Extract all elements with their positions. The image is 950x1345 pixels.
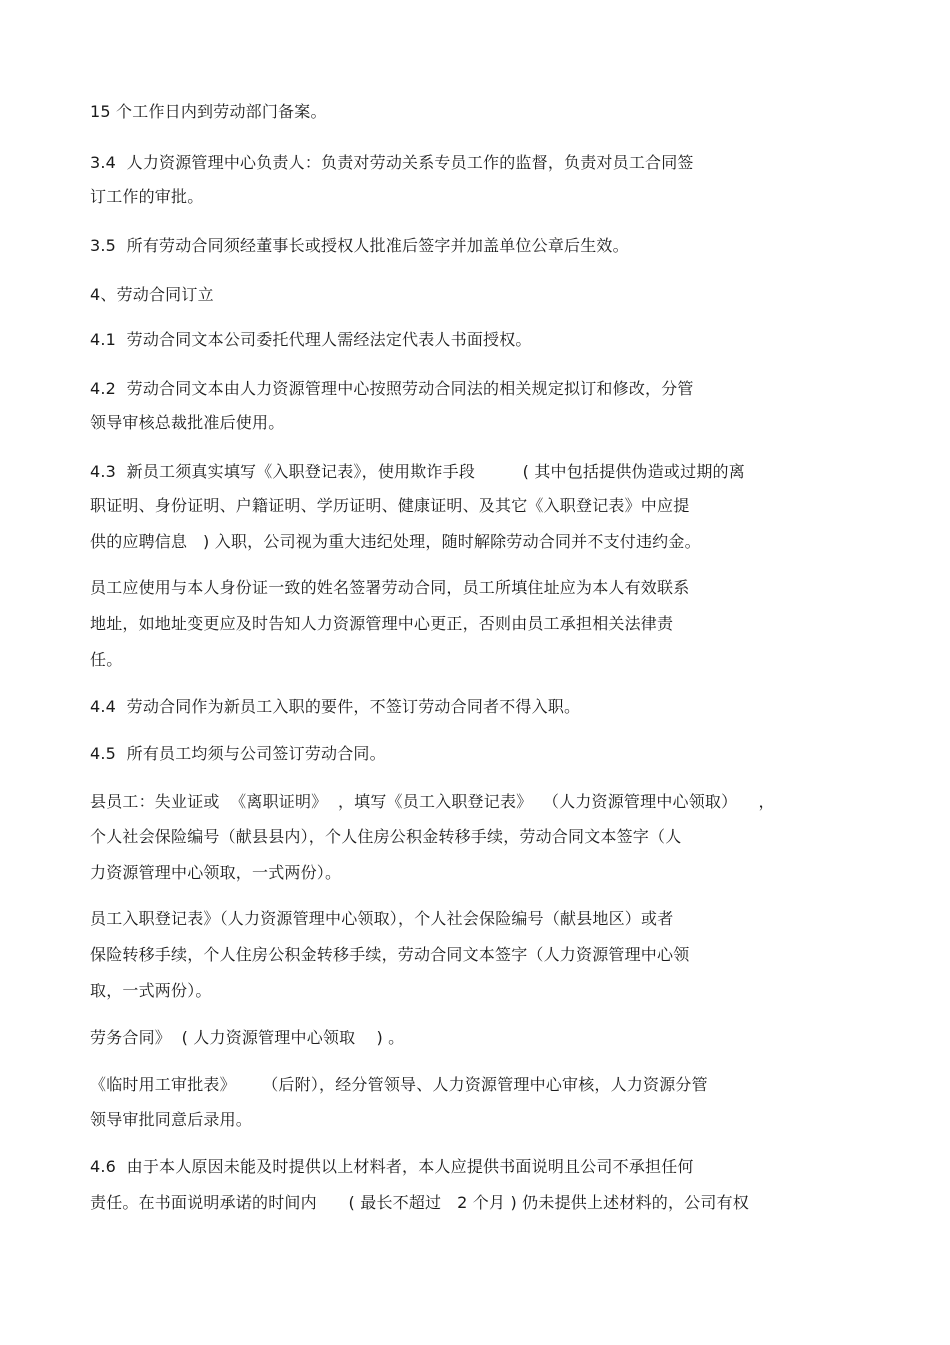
text-line: 15 个工作日内到劳动部门备案。 xyxy=(90,102,327,121)
text-line: 保险转移手续，个人住房公积金转移手续，劳动合同文本签字（人力资源管理中心领 xyxy=(90,945,690,964)
text-line: 个人社会保险编号（献县县内），个人住房公积金转移手续，劳动合同文本签字（人 xyxy=(90,827,682,846)
text-line: 4.6 由于本人原因未能及时提供以上材料者，本人应提供书面说明且公司不承担任何 xyxy=(90,1157,694,1176)
text-line: 订工作的审批。 xyxy=(90,187,204,206)
text-line: 《临时用工审批表》 （后附），经分管领导、人力资源管理中心审核，人力资源分管 xyxy=(90,1075,708,1094)
text-line: 4.2 劳动合同文本由人力资源管理中心按照劳动合同法的相关规定拟订和修改，分管 xyxy=(90,379,694,398)
text-line: 员工入职登记表》（人力资源管理中心领取），个人社会保险编号（献县地区）或者 xyxy=(90,909,674,928)
text-line: 领导审批同意后录用。 xyxy=(90,1110,253,1129)
text-line: 3.5 所有劳动合同须经董事长或授权人批准后签字并加盖单位公章后生效。 xyxy=(90,236,629,255)
section-heading: 4、劳动合同订立 xyxy=(90,285,214,304)
text-line: 责任。在书面说明承诺的时间内 ( 最长不超过 2 个月 ) 仍未提供上述材料的，公司有权 xyxy=(90,1193,749,1212)
text-line: 职证明、身份证明、户籍证明、学历证明、健康证明、及其它《入职登记表》中应提 xyxy=(90,496,690,515)
text-line: 取，一式两份）。 xyxy=(90,981,212,1000)
text-line: 4.1 劳动合同文本公司委托代理人需经法定代表人书面授权。 xyxy=(90,330,532,349)
text-line: 4.4 劳动合同作为新员工入职的要件，不签订劳动合同者不得入职。 xyxy=(90,697,581,716)
text-line: 员工应使用与本人身份证一致的姓名签署劳动合同，员工所填住址应为本人有效联系 xyxy=(90,578,690,597)
text-line: 县员工：失业证或 《离职证明》 ，填写《员工入职登记表》 （人力资源管理中心领取） ， xyxy=(90,792,775,811)
text-line: 地址，如地址变更应及时告知人力资源管理中心更正，否则由员工承担相关法律责 xyxy=(90,614,674,633)
text-line: 领导审核总裁批准后使用。 xyxy=(90,413,285,432)
text-line: 4.3 新员工须真实填写《入职登记表》，使用欺诈手段 ( 其中包括提供伪造或过期的离 xyxy=(90,462,745,481)
text-line: 劳务合同》 ( 人力资源管理中心领取 ) 。 xyxy=(90,1028,405,1047)
text-line: 任。 xyxy=(90,650,123,669)
text-line: 力资源管理中心领取，一式两份）。 xyxy=(90,863,342,882)
text-line: 供的应聘信息 ) 入职，公司视为重大违纪处理，随时解除劳动合同并不支付违约金。 xyxy=(90,532,701,551)
text-line: 4.5 所有员工均须与公司签订劳动合同。 xyxy=(90,744,386,763)
text-line: 3.4 人力资源管理中心负责人：负责对劳动关系专员工作的监督，负责对员工合同签 xyxy=(90,153,694,172)
